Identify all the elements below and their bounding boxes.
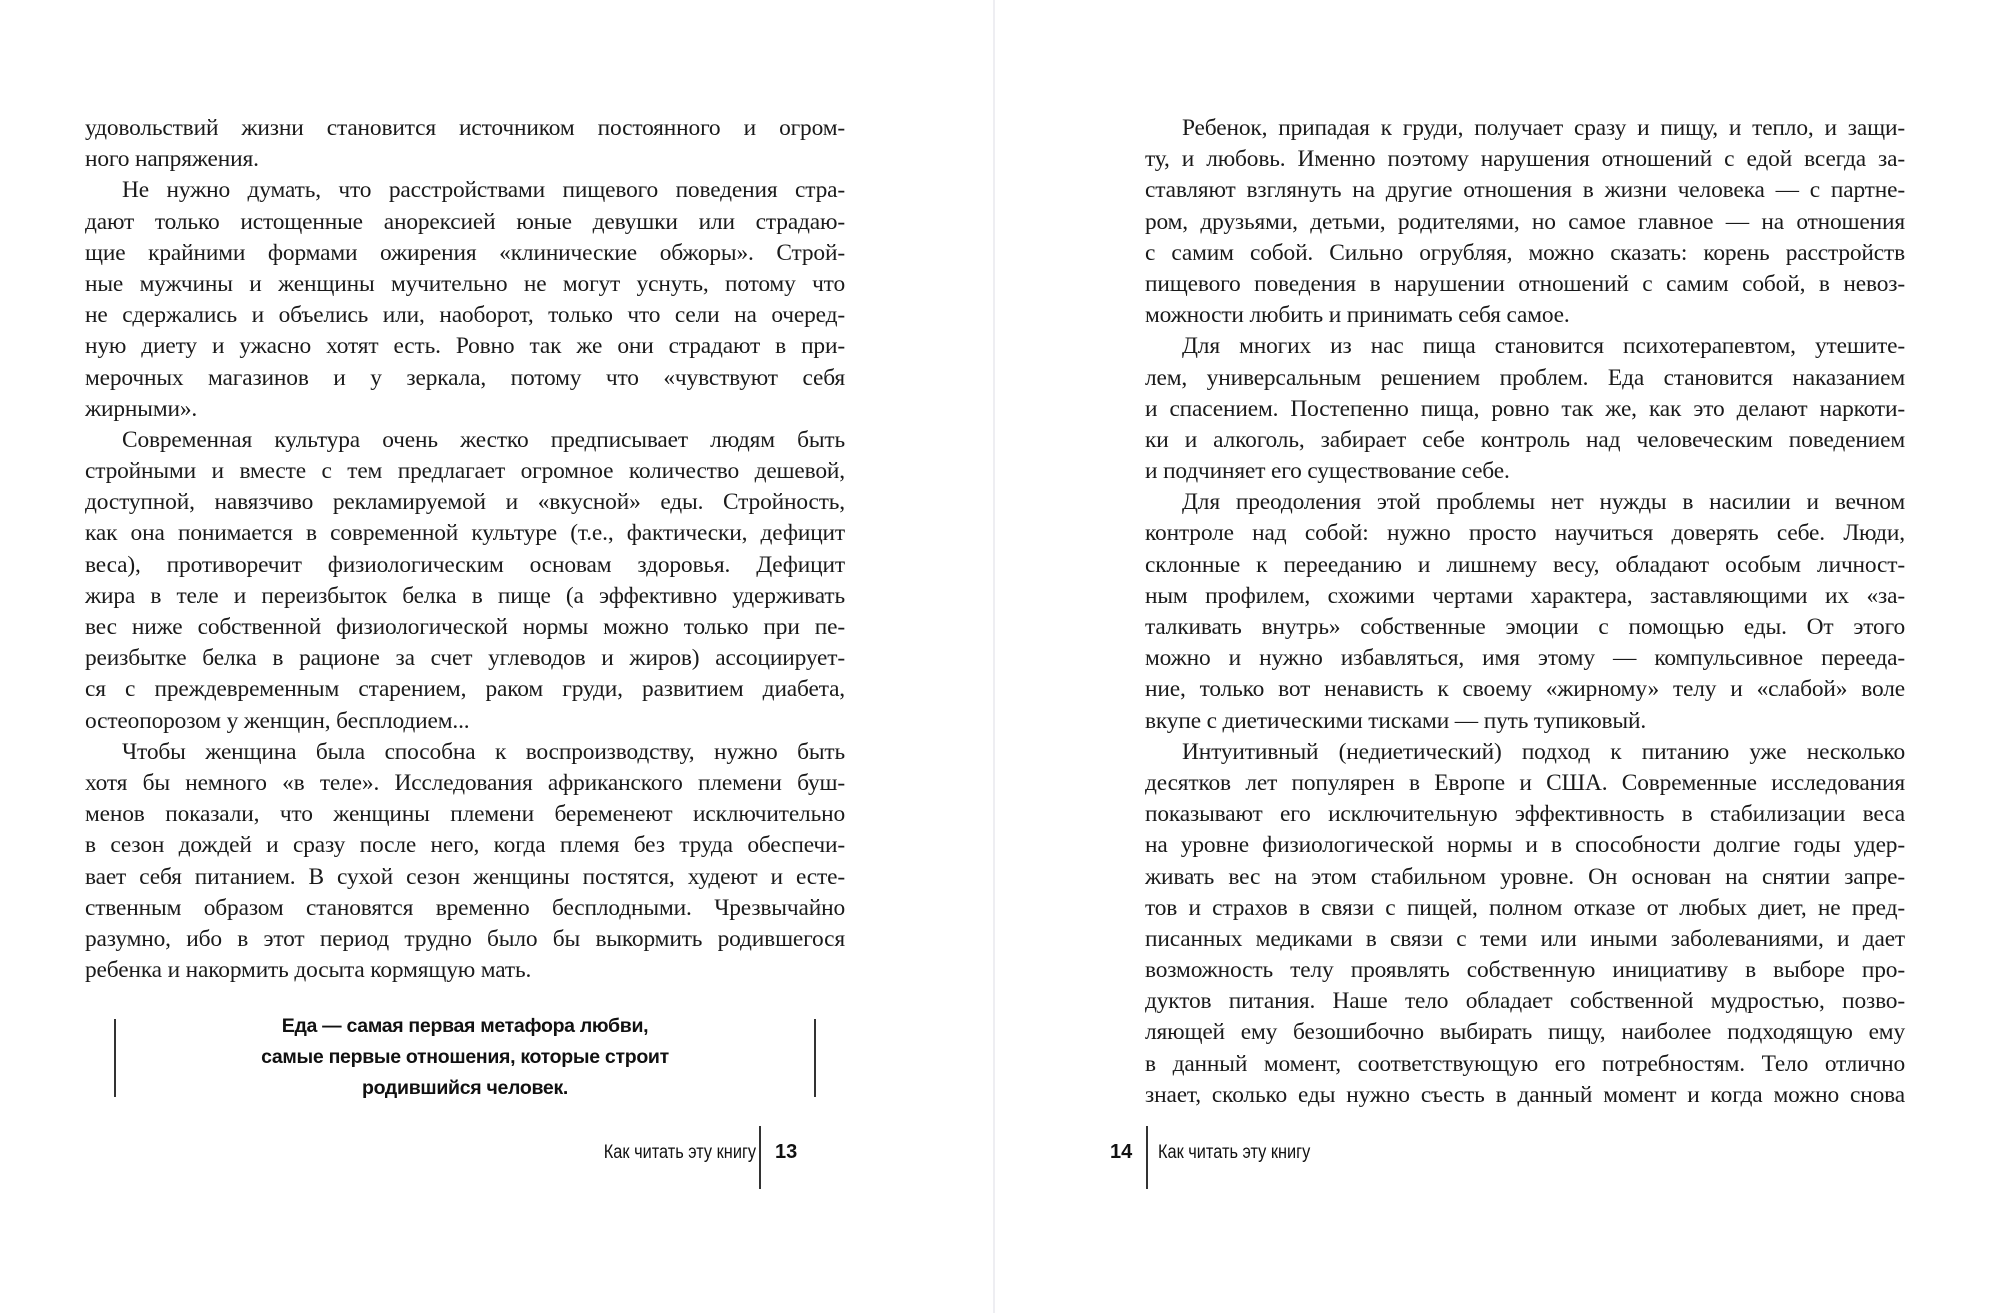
text-line: жирными». <box>85 395 198 422</box>
text-line: возможность телу проявлять собственную инициативу в выборе про- <box>1145 957 1905 984</box>
text-line: хотя бы немного «в теле». Исследования африканского племени буш- <box>85 769 845 796</box>
text-line: жира в теле и переизбыток белка в пище (а эффективно удерживать <box>85 582 845 609</box>
text-line: показывают его исключительную эффективность в стабилизации веса <box>1145 801 1905 828</box>
footer-divider <box>759 1126 761 1189</box>
left-page-body <box>85 113 845 986</box>
footer-divider <box>1146 1126 1148 1189</box>
pull-quote <box>114 1015 816 1099</box>
text-line: писанных медиками в связи с теми или иными заболеваниями, и дает <box>1145 925 1905 952</box>
text-line: контроле над собой: нужно просто научиться доверять себе. Люди, <box>1145 520 1905 547</box>
text-line: вес ниже собственной физиологической нормы можно только при пе- <box>85 614 845 640</box>
text-line: знает, сколько еды нужно съесть в данный момент и когда можно снова <box>1145 1081 1905 1108</box>
text-line: дуктов питания. Наше тело обладает собственной мудростью, позво- <box>1145 988 1905 1015</box>
text-line: ную диету и ужасно хотят есть. Ровно так же они страдают в при- <box>85 333 845 360</box>
running-title: Как читать эту книгу <box>1158 1142 1311 1163</box>
text-line: ного напряжения. <box>85 146 259 173</box>
text-line: в сезон дождей и сразу после него, когда племя без труда обеспечи- <box>85 832 845 859</box>
text-line: лем, универсальным решением проблем. Еда становится наказанием <box>1145 364 1905 391</box>
text-line: с самим собой. Сильно огрубляя, можно сказать: корень расстройств <box>1145 239 1905 266</box>
text-line: Для многих из нас пища становится психотерапевтом, утешите- <box>1182 333 1905 360</box>
text-line: ту, и любовь. Именно поэтому нарушения отношений с едой всегда за- <box>1145 146 1905 173</box>
text-line: мерочных магазинов и у зеркала, потому что «чувствуют себя <box>85 364 845 391</box>
text-line: можности любить и принимать себя самое. <box>1145 302 1570 329</box>
text-line: Ребенок, припадая к груди, получает сразу и пищу, и тепло, и защи- <box>1182 115 1905 141</box>
text-line: ребенка и накормить досыта кормящую мать. <box>85 957 532 984</box>
text-line: ние, только вот ненависть к своему «жирному» телу и «слабой» воле <box>1145 676 1905 703</box>
text-line: стройными и вместе с тем предлагает огромное количество дешевой, <box>85 458 845 485</box>
text-line: пищевого поведения в нарушении отношений с самим собой, в невоз- <box>1145 270 1905 297</box>
text-line: реизбытке белка в рационе за счет углеводов и жиров) ассоциирует- <box>85 645 845 672</box>
text-line: ные мужчины и женщины мучительно не могут уснуть, потому что <box>85 270 845 297</box>
text-line: удовольствий жизни становится источником постоянного и огром- <box>85 115 845 141</box>
pull-quote-line: Еда — самая первая метафора любви, <box>281 1015 649 1037</box>
text-line: ственным образом становятся временно бесплодными. Чрезвычайно <box>85 894 845 921</box>
running-title: Как читать эту книгу <box>603 1142 756 1163</box>
text-line: щие крайними формами ожирения «клинические обжоры». Строй- <box>85 239 845 266</box>
page-number: 14 <box>1110 1141 1133 1163</box>
text-line: ром, друзьями, детьми, родителями, но самое главное — на отношения <box>1145 208 1905 235</box>
text-line: тов и страхов в связи с пищей, полном отказе от любых диет, не пред- <box>1145 894 1905 921</box>
text-line: дают только истощенные анорексией юные девушки или страдаю- <box>85 208 845 235</box>
text-line: в данный момент, соответствующую его потребностям. Тело отлично <box>1145 1050 1905 1077</box>
text-line: на уровне физиологической нормы и в способности долгие годы удер- <box>1145 832 1905 859</box>
page-number: 13 <box>775 1141 798 1163</box>
pull-quote-line: родившийся человек. <box>361 1077 569 1099</box>
text-line: ным профилем, схожими чертами характера, заставляющими их «за- <box>1145 582 1905 609</box>
text-line: остеопорозом у женщин, бесплодием... <box>85 707 470 734</box>
left-page-footer <box>600 1126 820 1190</box>
text-line: можно и нужно избавляться, имя этому — компульсивное перееда- <box>1145 645 1905 672</box>
pull-quote-line: самые первые отношения, которые строит <box>261 1046 669 1068</box>
text-line: и подчиняет его существование себе. <box>1145 458 1510 485</box>
text-line: Современная культура очень жестко предписывает людям быть <box>122 426 845 453</box>
text-line: ся с преждевременным старением, раком груди, развитием диабета, <box>85 676 845 703</box>
right-page-footer <box>1100 1126 1360 1190</box>
text-line: разумно, ибо в этот период трудно было бы выкормить родившегося <box>85 925 845 952</box>
pull-quote-right-rule <box>814 1019 816 1097</box>
text-line: десятков лет популярен в Европе и США. Современные исследования <box>1145 769 1905 796</box>
text-line: ставляют взглянуть на другие отношения в жизни человека — с партне- <box>1145 177 1905 204</box>
text-line: ки и алкоголь, забирает себе контроль над человеческим поведением <box>1145 426 1905 453</box>
page-gutter <box>993 0 995 1313</box>
text-line: Не нужно думать, что расстройствами пищевого поведения стра- <box>122 177 845 204</box>
text-line: вает себя питанием. В сухой сезон женщины постятся, худеют и есте- <box>85 863 845 890</box>
text-line: склонные к перееданию и лишнему весу, обладают особым личност- <box>1145 551 1905 578</box>
text-line: талкивать внутрь» собственные эмоции с помощью еды. От этого <box>1145 614 1905 640</box>
text-line: ляющей ему безошибочно выбирать пищу, наиболее подходящую ему <box>1145 1019 1905 1046</box>
text-line: и спасением. Постепенно пища, ровно так же, как это делают наркоти- <box>1145 395 1905 422</box>
text-line: веса), противоречит физиологическим основам здоровья. Дефицит <box>85 551 845 578</box>
text-line: менов показали, что женщины племени беременеют исключительно <box>85 801 845 828</box>
right-page-body <box>1145 113 1905 1111</box>
text-line: Для преодоления этой проблемы нет нужды в насилии и вечном <box>1182 489 1905 516</box>
text-line: доступной, навязчиво рекламируемой и «вкусной» еды. Стройность, <box>85 489 845 516</box>
text-line: живать вес на этом стабильном уровне. Он основан на снятии запре- <box>1145 863 1905 890</box>
text-line: как она понимается в современной культуре (т.е., фактически, дефицит <box>85 520 845 547</box>
text-line: Интуитивный (недиетический) подход к питанию уже несколько <box>1182 738 1905 765</box>
text-line: вкупе с диетическими тисками — путь тупиковый. <box>1145 707 1647 734</box>
pull-quote-text <box>114 1011 816 1104</box>
text-line: Чтобы женщина была способна к воспроизводству, нужно быть <box>122 738 845 765</box>
text-line: не сдержались и объелись или, наоборот, только что сели на очеред- <box>85 302 845 329</box>
